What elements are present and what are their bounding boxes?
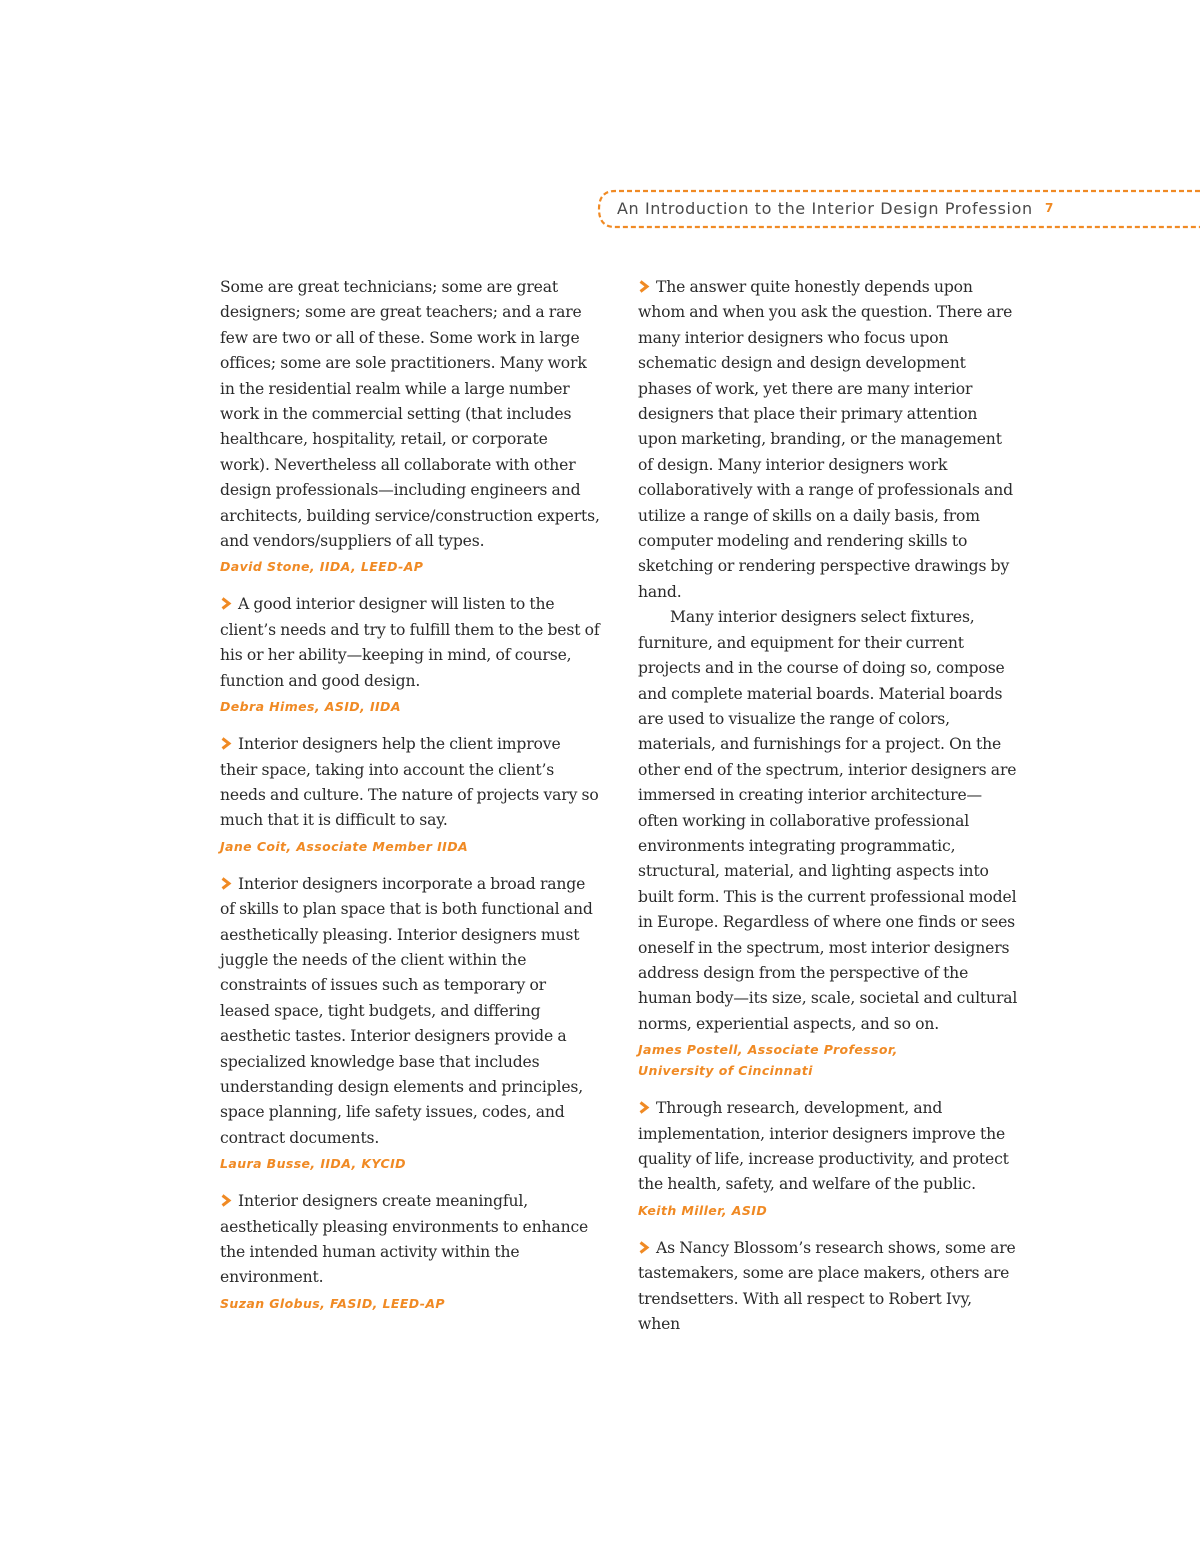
left-column <box>220 275 600 1329</box>
quote-text: Interior designers incorporate a broad range of skills to plan space that is both functional and aesthetically pleasing. Interior designers must juggle the needs of the client within the constraints of issues such as temporary or leased space, tight budgets, and differing aesthetic tastes. Interior designers provide a specialized knowledge base that includes understanding design elements and principles, space planning, life safety issues, codes, and contract documents. <box>220 874 593 1147</box>
chevron-right-icon <box>220 737 233 750</box>
quote-text-continued: Many interior designers select fixtures, furniture, and equipment for their current projects and in the course of doing so, compose and complete material boards. Material boards are used to visualize the range of colors, materials, and furnishings for a project. On the other end of the spectrum, interior designers are immersed in creating interior architecture—often working in collaborative professional environments integrating programmatic, structural, material, and lighting aspects into built form. This is the current professional model in Europe. Regardless of where one finds or sees oneself in the spectrum, most interior designers address design from the perspective of the human body—its size, scale, societal and cultural norms, experiential aspects, and so on. <box>638 608 1018 1033</box>
chevron-right-icon <box>220 1194 233 1207</box>
chevron-right-icon <box>220 597 233 610</box>
quote-text: Interior designers create meaningful, aesthetically pleasing environments to enhance the intended human activity within the environment. <box>220 1192 589 1287</box>
quote-attribution: Keith Miller, ASID <box>638 1202 768 1218</box>
intro-block <box>220 275 600 577</box>
quote-attribution: Laura Busse, IIDA, KYCID <box>220 1156 406 1172</box>
running-header <box>593 189 1200 229</box>
quote-attribution: Jane Coit, Associate Member IIDA <box>220 838 469 854</box>
quote-attribution: Suzan Globus, FASID, LEED-AP <box>220 1295 445 1311</box>
chevron-right-icon <box>638 1241 651 1254</box>
quote-text: A good interior designer will listen to the client’s needs and try to fulfill them to the best of his or her ability—keeping in mind, of course, function and good design. <box>220 595 600 690</box>
quote-block <box>638 275 1018 1081</box>
quote-block <box>220 592 600 717</box>
attribution-line: James Postell, Associate Professor, <box>638 1042 898 1058</box>
quote-block <box>220 872 600 1174</box>
chevron-right-icon <box>220 877 233 890</box>
quote-text: Through research, development, and implementation, interior designers improve the quality of life, increase productivity, and protect the health, safety, and welfare of the public. <box>638 1099 1009 1194</box>
chevron-right-icon <box>638 1101 651 1114</box>
quote-block <box>638 1236 1018 1338</box>
intro-text: Some are great technicians; some are great designers; some are great teachers; and a rare few are two or all of these. Some work in large offices; some are sole practitioners. Many work in the residential realm while a large number work in the commercial setting (that includes healthcare, hospitality, retail, or corporate work). Nevertheless all collaborate with other design professionals—including engineers and architects, building service/construction experts, and vendors/suppliers of all types. <box>220 278 600 551</box>
quote-text: As Nancy Blossom’s research shows, some are tastemakers, some are place makers, others are trendsetters. With all respect to Robert Ivy, when <box>638 1238 1016 1334</box>
quote-text: Interior designers help the client improve their space, taking into account the client’s needs and culture. The nature of projects vary so much that it is difficult to say. <box>220 735 599 830</box>
page-number: 7 <box>1045 201 1054 215</box>
quote-block <box>638 1096 1018 1221</box>
attribution-line: University of Cincinnati <box>638 1063 813 1079</box>
quote-attribution <box>638 1039 1018 1081</box>
intro-attribution: David Stone, IIDA, LEED-AP <box>220 559 424 575</box>
chevron-right-icon <box>638 280 651 293</box>
right-column <box>638 275 1018 1352</box>
quote-text: The answer quite honestly depends upon whom and when you ask the question. There are many interior designers who focus upon schematic design and design development phases of work, yet there are many interior designers that place their primary attention upon marketing, branding, or the management of design. Many interior designers work collaboratively with a range of professionals and utilize a range of skills on a daily basis, from computer modeling and rendering skills to sketching or rendering perspective drawings by hand. <box>638 278 1013 601</box>
quote-attribution: Debra Himes, ASID, IIDA <box>220 699 401 715</box>
quote-block <box>220 1189 600 1314</box>
header-title: An Introduction to the Interior Design Profession <box>617 199 1033 218</box>
quote-block <box>220 732 600 857</box>
